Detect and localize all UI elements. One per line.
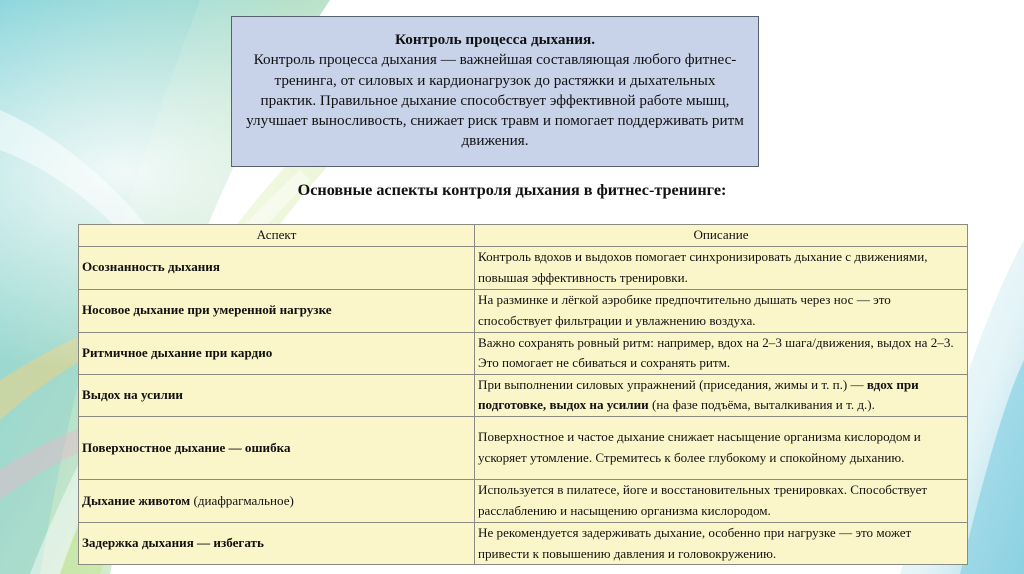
table-row: [79, 246, 968, 289]
description-cell: Не рекомендуется задерживать дыхание, особенно при нагрузке — это может привести к повышению давления и головокружению.: [475, 522, 968, 564]
table-row: [79, 416, 968, 479]
aspect-cell: Задержка дыхания — избегать: [79, 522, 475, 564]
aspect-cell: Ритмичное дыхание при кардио: [79, 332, 475, 374]
aspect-cell: Носовое дыхание при умеренной нагрузке: [79, 289, 475, 332]
table-header-row: [79, 225, 968, 247]
column-header-aspect: Аспект: [79, 225, 475, 247]
table-row: [79, 332, 968, 374]
intro-body: Контроль процесса дыхания — важнейшая составляющая любого фитнес-тренинга, от силовых и кардионагрузок до растяжки и дыхательных практик. Правильное дыхание способствует эффективной работе мышц, улучшает выносливость, снижает риск травм и помогает поддерживать ритм движения.: [246, 51, 744, 150]
aspect-cell: Выдох на усилии: [79, 374, 475, 416]
intro-title: Контроль процесса дыхания.: [394, 31, 595, 48]
aspect-note: (диафрагмальное): [190, 492, 294, 508]
section-subtitle: Основные аспекты контроля дыхания в фитнес-тренинге:: [297, 181, 727, 199]
intro-box: [231, 16, 759, 167]
table-row: [79, 374, 968, 416]
description-text-end: (на фазе подъёма, выталкивания и т. д.).: [648, 397, 875, 413]
description-cell: Поверхностное и частое дыхание снижает насыщение организма кислородом и ускоряет утомление. Стремитесь к более глубокому и спокойному дыханию.: [475, 416, 968, 479]
column-header-description: Описание: [475, 225, 968, 247]
table-row: [79, 289, 968, 332]
description-cell: Используется в пилатесе, йоге и восстановительных тренировках. Способствует расслаблению и насыщению организма кислородом.: [475, 479, 968, 522]
table-row: [79, 522, 968, 564]
aspects-table: [78, 224, 968, 565]
description-cell: На разминке и лёгкой аэробике предпочтительно дышать через нос — это способствует фильтрации и увлажнению воздуха.: [475, 289, 968, 332]
aspect-cell: [79, 479, 475, 522]
table-row: [79, 479, 968, 522]
description-cell: [475, 374, 968, 416]
aspect-cell: Осознанность дыхания: [79, 246, 475, 289]
aspect-name: Дыхание животом: [82, 492, 191, 508]
description-emphasis: вдох при подготовке, выдох на усилии: [478, 376, 919, 413]
description-text: При выполнении силовых упражнений (приседания, жимы и т. п.) —: [478, 376, 867, 392]
description-cell: Контроль вдохов и выдохов помогает синхронизировать дыхание с движениями, повышая эффективность тренировки.: [475, 246, 968, 289]
aspect-cell: Поверхностное дыхание — ошибка: [79, 416, 475, 479]
description-cell: Важно сохранять ровный ритм: например, вдох на 2–3 шага/движения, выдох на 2–3. Это помогает не сбиваться и сохранять ритм.: [475, 332, 968, 374]
